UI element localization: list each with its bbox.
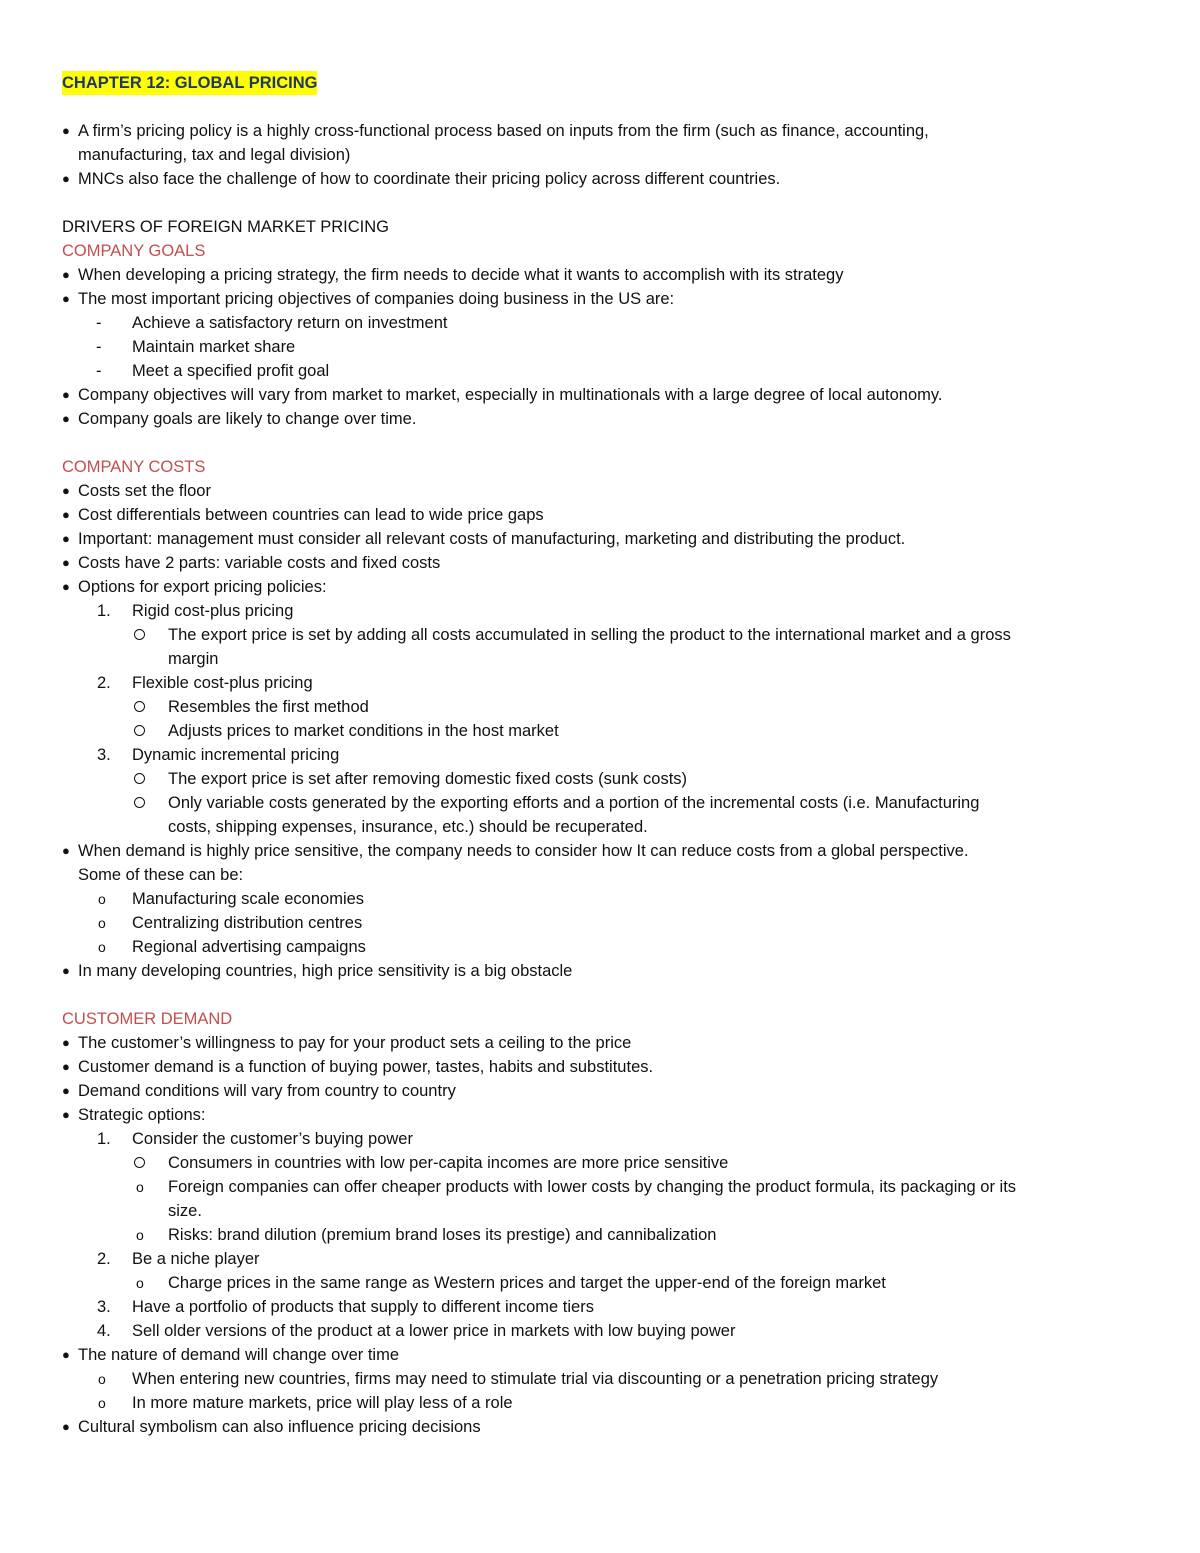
list-item: o Charge prices in the same range as Western prices and target the upper-end of the foreign market bbox=[62, 1271, 1152, 1295]
bullet-marker: ● bbox=[62, 1419, 70, 1434]
list-item: ● The nature of demand will change over time bbox=[62, 1343, 1152, 1367]
list-item: ● A firm’s pricing policy is a highly cross-functional process based on inputs from the firm (such as finance, accounting, bbox=[62, 119, 1152, 143]
dash-marker: - bbox=[96, 338, 102, 356]
list-item: ● When developing a pricing strategy, the firm needs to decide what it wants to accomplish with its strategy bbox=[62, 263, 1152, 287]
bullet-marker: ● bbox=[62, 963, 70, 978]
list-item: Adjusts prices to market conditions in the host market bbox=[62, 719, 1152, 743]
list-item: ● The most important pricing objectives of companies doing business in the US are: bbox=[62, 287, 1152, 311]
open-bullet-marker: o bbox=[98, 915, 106, 931]
subsection-heading: COMPANY GOALS bbox=[62, 242, 206, 260]
open-bullet-marker: o bbox=[136, 1179, 144, 1195]
number-marker: 1. bbox=[97, 1130, 111, 1148]
list-item: o Manufacturing scale economies bbox=[62, 887, 1152, 911]
list-item: ● Customer demand is a function of buying power, tastes, habits and substitutes. bbox=[62, 1055, 1152, 1079]
list-item: ● When demand is highly price sensitive, the company needs to consider how It can reduce costs from a global perspective. bbox=[62, 839, 1152, 863]
bullet-marker: ● bbox=[62, 291, 70, 306]
list-item-continuation: costs, shipping expenses, insurance, etc.) should be recuperated. bbox=[168, 818, 648, 836]
dash-marker: - bbox=[96, 314, 102, 332]
subsection-heading: CUSTOMER DEMAND bbox=[62, 1010, 233, 1028]
list-item: ● MNCs also face the challenge of how to coordinate their pricing policy across different countries. bbox=[62, 167, 1152, 191]
list-item: o Risks: brand dilution (premium brand loses its prestige) and cannibalization bbox=[62, 1223, 1152, 1247]
bullet-marker: ● bbox=[62, 1035, 70, 1050]
bullet-marker: ● bbox=[62, 1347, 70, 1362]
numbered-item: 1. Consider the customer’s buying power bbox=[62, 1127, 1152, 1151]
bullet-marker: ● bbox=[62, 579, 70, 594]
bullet-marker: ● bbox=[62, 531, 70, 546]
number-marker: 2. bbox=[97, 674, 111, 692]
list-item: ● Costs set the floor bbox=[62, 479, 1152, 503]
open-bullet-marker: o bbox=[98, 891, 106, 907]
list-item: Resembles the first method bbox=[62, 695, 1152, 719]
open-bullet-marker: o bbox=[98, 1395, 106, 1411]
list-item: Only variable costs generated by the exporting efforts and a portion of the incremental costs (i.e. Manufacturing bbox=[62, 791, 1152, 815]
list-item: ● Demand conditions will vary from country to country bbox=[62, 1079, 1152, 1103]
open-bullet-marker: o bbox=[136, 1227, 144, 1243]
open-bullet-marker: o bbox=[98, 939, 106, 955]
circle-bullet-icon bbox=[134, 725, 145, 736]
list-item: o Centralizing distribution centres bbox=[62, 911, 1152, 935]
numbered-item: 4. Sell older versions of the product at a lower price in markets with low buying power bbox=[62, 1319, 1152, 1343]
list-item: - Meet a specified profit goal bbox=[62, 359, 1152, 383]
bullet-marker: ● bbox=[62, 555, 70, 570]
list-item: ● Costs have 2 parts: variable costs and fixed costs bbox=[62, 551, 1152, 575]
number-marker: 1. bbox=[97, 602, 111, 620]
bullet-marker: ● bbox=[62, 483, 70, 498]
number-marker: 3. bbox=[97, 1298, 111, 1316]
circle-bullet-icon bbox=[134, 797, 145, 808]
list-item: ● Strategic options: bbox=[62, 1103, 1152, 1127]
list-item: The export price is set by adding all costs accumulated in selling the product to the international market and a gross bbox=[62, 623, 1152, 647]
numbered-item: 3. Have a portfolio of products that supply to different income tiers bbox=[62, 1295, 1152, 1319]
list-item: - Achieve a satisfactory return on investment bbox=[62, 311, 1152, 335]
subsection-heading: COMPANY COSTS bbox=[62, 458, 206, 476]
dash-marker: - bbox=[96, 362, 102, 380]
bullet-marker: ● bbox=[62, 1107, 70, 1122]
list-item-continuation: Some of these can be: bbox=[78, 866, 244, 884]
numbered-item: 3. Dynamic incremental pricing bbox=[62, 743, 1152, 767]
list-item: ● Company objectives will vary from market to market, especially in multinationals with a large degree of local autonomy. bbox=[62, 383, 1152, 407]
bullet-marker: ● bbox=[62, 843, 70, 858]
bullet-marker: ● bbox=[62, 1083, 70, 1098]
open-bullet-marker: o bbox=[136, 1275, 144, 1291]
list-item-continuation: manufacturing, tax and legal division) bbox=[78, 146, 351, 164]
bullet-marker: ● bbox=[62, 171, 70, 186]
list-item-continuation: size. bbox=[168, 1202, 202, 1220]
number-marker: 2. bbox=[97, 1250, 111, 1268]
numbered-item: 2. Flexible cost-plus pricing bbox=[62, 671, 1152, 695]
circle-bullet-icon bbox=[134, 701, 145, 712]
number-marker: 3. bbox=[97, 746, 111, 764]
list-item: o Regional advertising campaigns bbox=[62, 935, 1152, 959]
list-item-continuation: margin bbox=[168, 650, 219, 668]
list-item: ● Cultural symbolism can also influence pricing decisions bbox=[62, 1415, 1152, 1439]
list-item: - Maintain market share bbox=[62, 335, 1152, 359]
bullet-marker: ● bbox=[62, 387, 70, 402]
circle-bullet-icon bbox=[134, 629, 145, 640]
list-item: The export price is set after removing domestic fixed costs (sunk costs) bbox=[62, 767, 1152, 791]
list-item: ● Company goals are likely to change over time. bbox=[62, 407, 1152, 431]
list-item: ● Cost differentials between countries can lead to wide price gaps bbox=[62, 503, 1152, 527]
document-page bbox=[62, 71, 1152, 1439]
circle-bullet-icon bbox=[134, 773, 145, 784]
circle-bullet-icon bbox=[134, 1157, 145, 1168]
list-item: o In more mature markets, price will play less of a role bbox=[62, 1391, 1152, 1415]
chapter-title: CHAPTER 12: GLOBAL PRICING bbox=[62, 71, 317, 95]
bullet-marker: ● bbox=[62, 123, 70, 138]
bullet-marker: ● bbox=[62, 411, 70, 426]
list-item: Consumers in countries with low per-capita incomes are more price sensitive bbox=[62, 1151, 1152, 1175]
bullet-marker: ● bbox=[62, 267, 70, 282]
open-bullet-marker: o bbox=[98, 1371, 106, 1387]
numbered-item: 2. Be a niche player bbox=[62, 1247, 1152, 1271]
bullet-marker: ● bbox=[62, 1059, 70, 1074]
list-item: o Foreign companies can offer cheaper products with lower costs by changing the product formula, its packaging or its bbox=[62, 1175, 1152, 1199]
list-item: ● The customer’s willingness to pay for your product sets a ceiling to the price bbox=[62, 1031, 1152, 1055]
numbered-item: 1. Rigid cost-plus pricing bbox=[62, 599, 1152, 623]
number-marker: 4. bbox=[97, 1322, 111, 1340]
list-item: o When entering new countries, firms may need to stimulate trial via discounting or a penetration pricing strategy bbox=[62, 1367, 1152, 1391]
list-item: ● Important: management must consider all relevant costs of manufacturing, marketing and distributing the product. bbox=[62, 527, 1152, 551]
section-heading: DRIVERS OF FOREIGN MARKET PRICING bbox=[62, 218, 389, 236]
bullet-marker: ● bbox=[62, 507, 70, 522]
list-item: ● In many developing countries, high price sensitivity is a big obstacle bbox=[62, 959, 1152, 983]
list-item: ● Options for export pricing policies: bbox=[62, 575, 1152, 599]
